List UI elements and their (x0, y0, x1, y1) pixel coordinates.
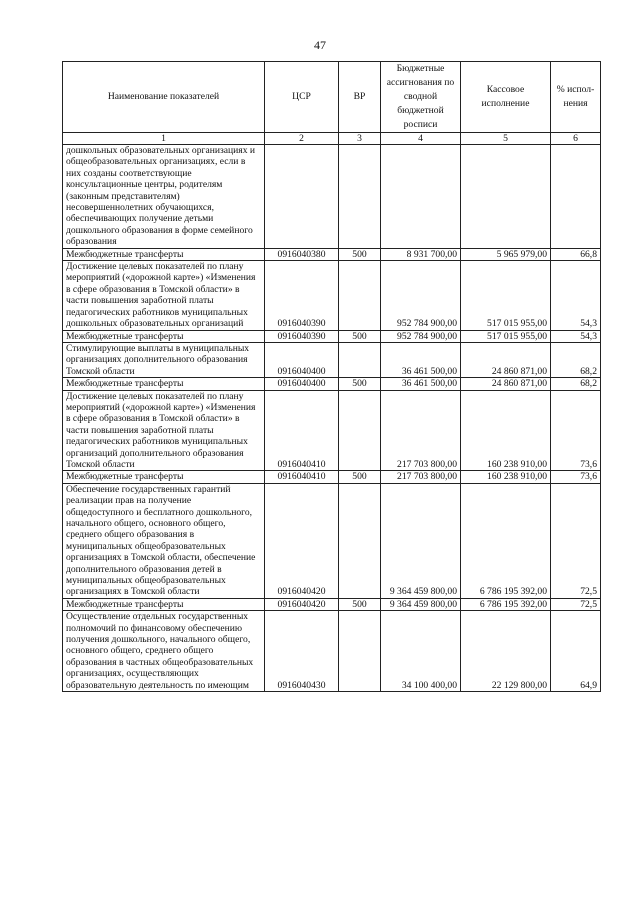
column-numbering-row (63, 133, 601, 145)
row-budget: 952 784 900,00 (381, 261, 461, 330)
header-cash-execution: Кассовое исполнение (461, 62, 551, 133)
row-vr: 500 (339, 471, 381, 483)
table-row (63, 598, 601, 610)
table-header-row (63, 62, 601, 133)
row-percent: 73,6 (551, 471, 601, 483)
row-cash: 160 238 910,00 (461, 471, 551, 483)
row-percent: 68,2 (551, 342, 601, 377)
row-name: Межбюджетные трансферты (63, 598, 265, 610)
row-csr: 0916040430 (265, 611, 339, 692)
column-number: 4 (381, 133, 461, 145)
row-cash: 6 786 195 392,00 (461, 598, 551, 610)
row-name: Межбюджетные трансферты (63, 330, 265, 342)
row-percent: 54,3 (551, 330, 601, 342)
row-csr: 0916040400 (265, 342, 339, 377)
row-percent: 73,6 (551, 390, 601, 471)
row-cash: 517 015 955,00 (461, 330, 551, 342)
row-vr: 500 (339, 598, 381, 610)
row-name: Межбюджетные трансферты (63, 378, 265, 390)
row-vr (339, 611, 381, 692)
row-name: Достижение целевых показателей по плану мероприятий («дорожной карте») «Изменения в сфере образования в Томской области» в части повышения заработной платы педагогических работников муниципальных дошкольных образовательных организаций (63, 261, 265, 330)
row-percent: 64,9 (551, 611, 601, 692)
row-csr: 0916040420 (265, 483, 339, 598)
row-budget: 952 784 900,00 (381, 330, 461, 342)
page-number: 47 (314, 38, 326, 52)
row-budget: 34 100 400,00 (381, 611, 461, 692)
row-cash (461, 145, 551, 249)
row-budget: 36 461 500,00 (381, 378, 461, 390)
row-csr: 0916040380 (265, 248, 339, 260)
row-name: дошкольных образовательных организациях и общеобразовательных организациях, если в них созданы соответствующие консультационные центры, родителям (законным представителям) несовершеннолетних обучающихся, обеспечивающих получение детьми дошкольного образования в форме семейного образования (63, 145, 265, 249)
column-number: 2 (265, 133, 339, 145)
row-cash: 6 786 195 392,00 (461, 483, 551, 598)
header-vr: ВР (339, 62, 381, 133)
budget-execution-table (62, 61, 601, 692)
table-row (63, 145, 601, 249)
row-csr: 0916040390 (265, 261, 339, 330)
row-csr (265, 145, 339, 249)
header-budget-allocation: Бюджетные ассигнования по сводной бюджетной росписи (381, 62, 461, 133)
row-percent: 66,8 (551, 248, 601, 260)
row-vr (339, 342, 381, 377)
table-row (63, 390, 601, 471)
column-number: 6 (551, 133, 601, 145)
row-name: Межбюджетные трансферты (63, 471, 265, 483)
row-vr (339, 390, 381, 471)
row-budget: 217 703 800,00 (381, 471, 461, 483)
row-budget: 217 703 800,00 (381, 390, 461, 471)
row-vr (339, 145, 381, 249)
table-row (63, 342, 601, 377)
table-row (63, 330, 601, 342)
row-csr: 0916040410 (265, 390, 339, 471)
row-vr (339, 483, 381, 598)
row-vr (339, 261, 381, 330)
table-row (63, 248, 601, 260)
row-csr: 0916040390 (265, 330, 339, 342)
header-execution-percent: % испол-нения (551, 62, 601, 133)
row-csr: 0916040410 (265, 471, 339, 483)
row-cash: 160 238 910,00 (461, 390, 551, 471)
row-percent: 72,5 (551, 483, 601, 598)
table-row (63, 378, 601, 390)
row-csr: 0916040420 (265, 598, 339, 610)
row-percent (551, 145, 601, 249)
table-row (63, 483, 601, 598)
row-cash: 24 860 871,00 (461, 342, 551, 377)
row-vr: 500 (339, 248, 381, 260)
row-budget (381, 145, 461, 249)
header-csr: ЦСР (265, 62, 339, 133)
row-budget: 9 364 459 800,00 (381, 598, 461, 610)
row-name: Осуществление отдельных государственных полномочий по финансовому обеспечению получения дошкольного, начального общего, основного общего, среднего общего образования в частных общеобразовательных организациях, осуществляющих образовательную деятельность по имеющим (63, 611, 265, 692)
row-vr: 500 (339, 378, 381, 390)
column-number: 5 (461, 133, 551, 145)
table-row (63, 611, 601, 692)
header-indicator-name: Наименование показателей (63, 62, 265, 133)
row-name: Межбюджетные трансферты (63, 248, 265, 260)
row-vr: 500 (339, 330, 381, 342)
row-cash: 22 129 800,00 (461, 611, 551, 692)
row-percent: 72,5 (551, 598, 601, 610)
row-budget: 8 931 700,00 (381, 248, 461, 260)
row-cash: 5 965 979,00 (461, 248, 551, 260)
row-name: Обеспечение государственных гарантий реализации прав на получение общедоступного и бесплатного дошкольного, начального общего, основного общего, среднего общего образования в муниципальных общеобразовательных организациях в Томской области, обеспечение дополнительного образования детей в муниципальных общеобразовательных организациях в Томской области (63, 483, 265, 598)
row-percent: 54,3 (551, 261, 601, 330)
table-row (63, 471, 601, 483)
row-budget: 9 364 459 800,00 (381, 483, 461, 598)
column-number: 1 (63, 133, 265, 145)
row-cash: 517 015 955,00 (461, 261, 551, 330)
row-name: Достижение целевых показателей по плану мероприятий («дорожной карте») «Изменения в сфере образования в Томской области» в части повышения заработной платы педагогических работников муниципальных организаций дополнительного образования Томской области (63, 390, 265, 471)
row-percent: 68,2 (551, 378, 601, 390)
row-name: Стимулирующие выплаты в муниципальных организациях дополнительного образования Томской области (63, 342, 265, 377)
column-number: 3 (339, 133, 381, 145)
table-row (63, 261, 601, 330)
row-budget: 36 461 500,00 (381, 342, 461, 377)
row-cash: 24 860 871,00 (461, 378, 551, 390)
row-csr: 0916040400 (265, 378, 339, 390)
